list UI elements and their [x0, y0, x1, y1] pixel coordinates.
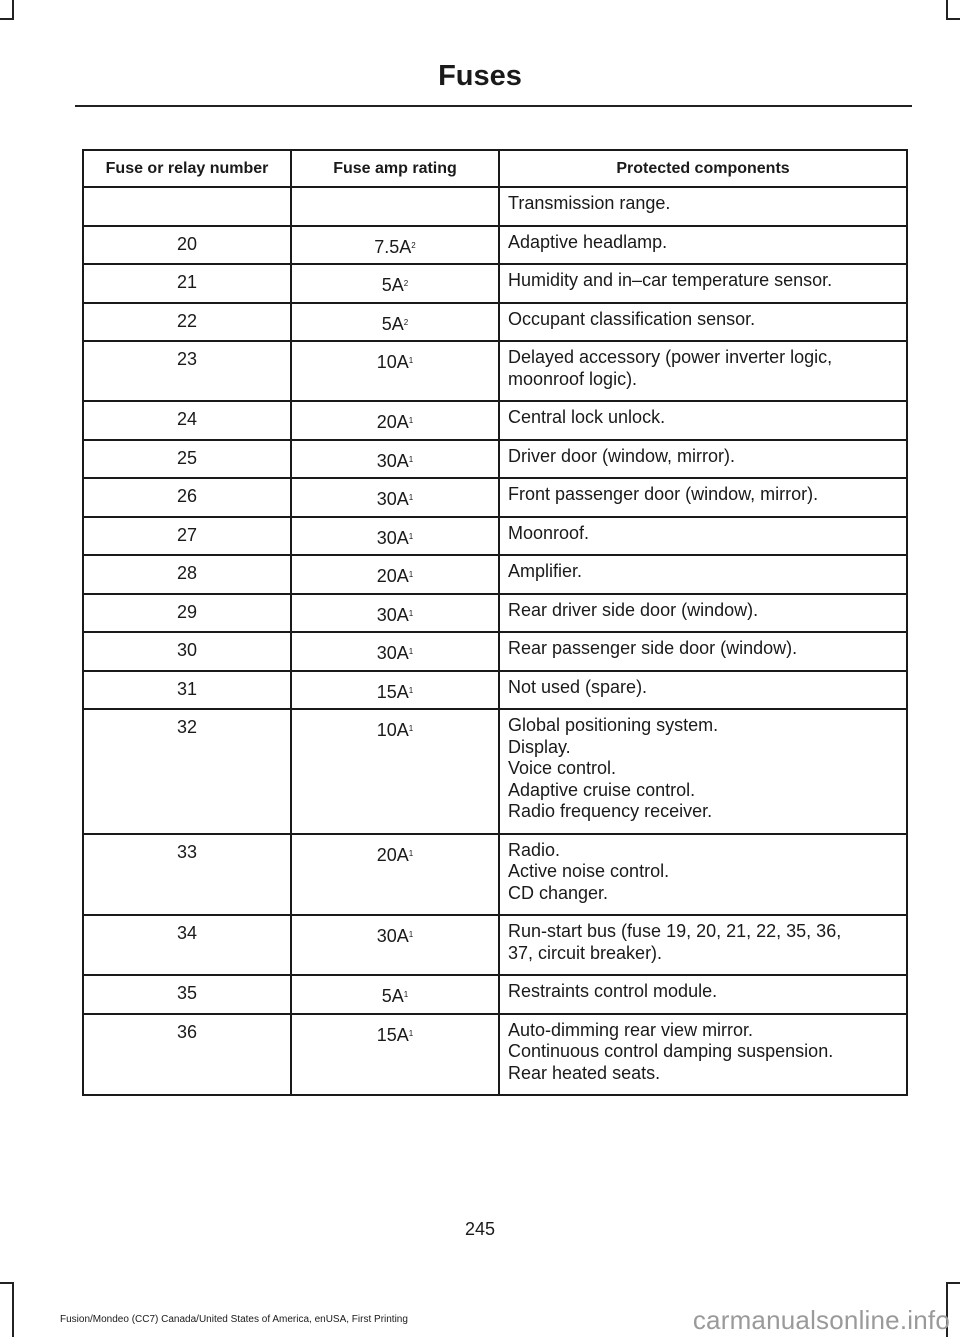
table-row	[83, 187, 907, 226]
component-line: Rear heated seats.	[508, 1062, 661, 1083]
footnote-marker: 2	[403, 317, 409, 327]
component-line: Display.	[508, 736, 571, 757]
protected-components-cell	[499, 264, 907, 303]
table-row	[83, 401, 907, 440]
amp-rating: 20A	[376, 412, 409, 432]
fuse-number: 23	[176, 349, 198, 369]
fuse-number-cell	[83, 671, 291, 710]
fuse-number-cell	[83, 341, 291, 401]
footnote-marker: 1	[408, 724, 414, 733]
footnote-marker: 2	[403, 279, 409, 288]
amp-rating: 30A	[376, 604, 409, 625]
amp-rating: 10A	[376, 352, 409, 372]
fuse-number-cell	[83, 834, 291, 916]
component-line: Adaptive cruise control.	[508, 779, 696, 800]
table-row	[83, 632, 907, 671]
amp-rating-cell	[291, 709, 499, 834]
component-line: Driver door (window, mirror).	[508, 445, 736, 466]
amp-rating: 5A	[381, 275, 404, 295]
protected-components-cell	[499, 671, 907, 710]
amp-rating: 30A	[376, 527, 409, 548]
fuse-number-cell	[83, 517, 291, 556]
fuse-number: 33	[176, 841, 198, 862]
component-line: Front passenger door (window, mirror).	[508, 484, 819, 504]
table-row	[83, 709, 907, 834]
crop-mark-bottom-right-horizontal	[946, 1282, 960, 1284]
fuse-number-cell	[83, 478, 291, 517]
amp-rating-cell	[291, 632, 499, 671]
table-row	[83, 341, 907, 401]
fuse-number-cell	[83, 401, 291, 440]
component-line: Amplifier.	[508, 561, 583, 581]
component-line: Rear driver side door (window).	[508, 599, 759, 620]
component-line: Run-start bus (fuse 19, 20, 21, 22, 35, 36,	[508, 921, 842, 941]
protected-components-cell	[499, 555, 907, 594]
watermark: carmanualsonline.info	[692, 1305, 950, 1335]
crop-mark-top-right-horizontal	[946, 18, 960, 20]
page-title: Fuses	[438, 60, 522, 92]
amp-rating-cell	[291, 1014, 499, 1096]
fuse-number-cell	[83, 594, 291, 633]
fuse-number-cell	[83, 632, 291, 671]
crop-mark-bottom-left-vertical	[12, 1282, 14, 1337]
amp-rating-cell	[291, 440, 499, 479]
component-line: Global positioning system.	[508, 715, 719, 735]
component-line: Occupant classification sensor.	[508, 308, 756, 329]
amp-rating-cell	[291, 478, 499, 517]
footnote-marker: 1	[408, 647, 414, 656]
table-row	[83, 975, 907, 1014]
fuse-number: 26	[176, 486, 198, 506]
footnote-marker: 2	[411, 240, 416, 250]
amp-rating-cell	[291, 226, 499, 265]
table-row	[83, 264, 907, 303]
component-line: 37, circuit breaker).	[508, 942, 663, 963]
component-line: Radio frequency receiver.	[508, 801, 713, 821]
title-rule	[75, 105, 912, 107]
amp-rating: 30A	[376, 450, 409, 471]
amp-rating-cell	[291, 834, 499, 916]
footnote-marker: 1	[408, 930, 414, 939]
footnote-marker: 1	[403, 990, 409, 999]
protected-components-cell	[499, 594, 907, 633]
amp-rating: 30A	[376, 643, 409, 663]
amp-rating: 15A	[376, 681, 409, 702]
component-line: CD changer.	[508, 882, 609, 903]
amp-rating-cell	[291, 975, 499, 1014]
fuse-number: 35	[176, 983, 198, 1003]
table-row	[83, 555, 907, 594]
amp-rating-cell	[291, 187, 499, 226]
fuse-number: 29	[176, 601, 198, 622]
amp-rating: 30A	[376, 489, 409, 509]
amp-rating: 5A	[381, 986, 404, 1006]
table-row	[83, 478, 907, 517]
table-row	[83, 671, 907, 710]
component-line: Restraints control module.	[508, 981, 718, 1001]
fuse-number: 28	[176, 563, 198, 583]
fuse-number: 31	[176, 678, 198, 699]
fuse-number-cell	[83, 303, 291, 342]
protected-components-cell	[499, 341, 907, 401]
footnote-marker: 1	[408, 685, 414, 695]
protected-components-cell	[499, 440, 907, 479]
component-line: Moonroof.	[508, 522, 590, 543]
protected-components-cell	[499, 1014, 907, 1096]
component-line: Not used (spare).	[508, 676, 648, 697]
amp-rating: 20A	[376, 844, 409, 865]
fuse-number: 36	[176, 1021, 198, 1042]
protected-components-cell	[499, 187, 907, 226]
amp-rating-cell	[291, 517, 499, 556]
protected-components-cell	[499, 517, 907, 556]
table-header-row	[83, 150, 907, 187]
fuse-number-cell	[83, 975, 291, 1014]
fuse-number: 30	[176, 640, 198, 660]
fuse-number: 25	[176, 447, 198, 468]
table-row	[83, 226, 907, 265]
fuse-number-cell	[83, 915, 291, 975]
footnote-marker: 1	[408, 608, 414, 618]
protected-components-cell	[499, 303, 907, 342]
fuse-number-cell	[83, 555, 291, 594]
amp-rating: 10A	[376, 720, 409, 740]
fuse-number-cell	[83, 440, 291, 479]
fuse-number-cell	[83, 709, 291, 834]
protected-components-cell	[499, 975, 907, 1014]
table-row	[83, 594, 907, 633]
fuse-number-cell	[83, 187, 291, 226]
table-row	[83, 303, 907, 342]
column-header-amp-rating: Fuse amp rating	[291, 150, 499, 187]
component-line: Continuous control damping suspension.	[508, 1041, 834, 1061]
column-header-protected-components: Protected components	[499, 150, 907, 187]
crop-mark-top-left-vertical	[12, 0, 14, 20]
crop-mark-bottom-left-horizontal	[0, 1282, 14, 1284]
component-line: Delayed accessory (power inverter logic,	[508, 347, 833, 367]
footnote-marker: 1	[408, 356, 414, 365]
footnote-marker: 1	[408, 493, 414, 502]
amp-rating-cell	[291, 594, 499, 633]
fuse-number: 22	[176, 310, 198, 331]
component-line: Auto-dimming rear view mirror.	[508, 1019, 754, 1040]
amp-rating: 20A	[376, 566, 409, 586]
column-header-fuse-number: Fuse or relay number	[83, 150, 291, 187]
protected-components-cell	[499, 478, 907, 517]
fuse-number-cell	[83, 1014, 291, 1096]
table-row	[83, 915, 907, 975]
component-line: Voice control.	[508, 758, 617, 778]
component-line: Active noise control.	[508, 861, 670, 881]
fuse-number-cell	[83, 264, 291, 303]
protected-components-cell	[499, 709, 907, 834]
table-row	[83, 1014, 907, 1096]
component-line: Central lock unlock.	[508, 407, 666, 427]
amp-rating-cell	[291, 555, 499, 594]
amp-rating-cell	[291, 303, 499, 342]
protected-components-cell	[499, 632, 907, 671]
fuse-number: 21	[176, 272, 198, 292]
fuse-number: 32	[176, 717, 198, 737]
protected-components-cell	[499, 401, 907, 440]
footnote-marker: 1	[408, 1028, 414, 1038]
table-row	[83, 440, 907, 479]
footnote-marker: 1	[408, 416, 414, 425]
amp-rating: 15A	[376, 1024, 409, 1045]
protected-components-cell	[499, 915, 907, 975]
amp-rating: 30A	[376, 926, 409, 946]
amp-rating: 7.5A	[374, 236, 412, 257]
table-row	[83, 834, 907, 916]
crop-mark-top-left-horizontal	[0, 18, 14, 20]
table-row	[83, 517, 907, 556]
footnote-marker: 1	[408, 454, 414, 464]
component-line: Transmission range.	[508, 193, 671, 213]
fuse-number: 20	[176, 233, 198, 254]
amp-rating-cell	[291, 341, 499, 401]
component-line: Rear passenger side door (window).	[508, 638, 798, 658]
publication-footer: Fusion/Mondeo (CC7) Canada/United States of America, enUSA, First Printing	[60, 1314, 408, 1325]
fuse-number: 24	[176, 409, 198, 429]
page-number: 245	[464, 1219, 496, 1239]
protected-components-cell	[499, 834, 907, 916]
fuse-number: 34	[176, 923, 198, 943]
component-line: moonroof logic).	[508, 368, 638, 389]
component-line: Radio.	[508, 839, 561, 860]
amp-rating-cell	[291, 401, 499, 440]
footnote-marker: 1	[408, 570, 414, 579]
crop-mark-top-right-vertical	[946, 0, 948, 20]
protected-components-cell	[499, 226, 907, 265]
component-line: Adaptive headlamp.	[508, 231, 668, 252]
fuse-number: 27	[176, 524, 198, 545]
fuse-table	[82, 149, 908, 1096]
amp-rating: 5A	[381, 313, 404, 334]
footnote-marker: 1	[408, 848, 414, 858]
footnote-marker: 1	[408, 531, 414, 541]
component-line: Humidity and in–car temperature sensor.	[508, 270, 833, 290]
amp-rating-cell	[291, 264, 499, 303]
amp-rating-cell	[291, 915, 499, 975]
fuse-number-cell	[83, 226, 291, 265]
amp-rating-cell	[291, 671, 499, 710]
